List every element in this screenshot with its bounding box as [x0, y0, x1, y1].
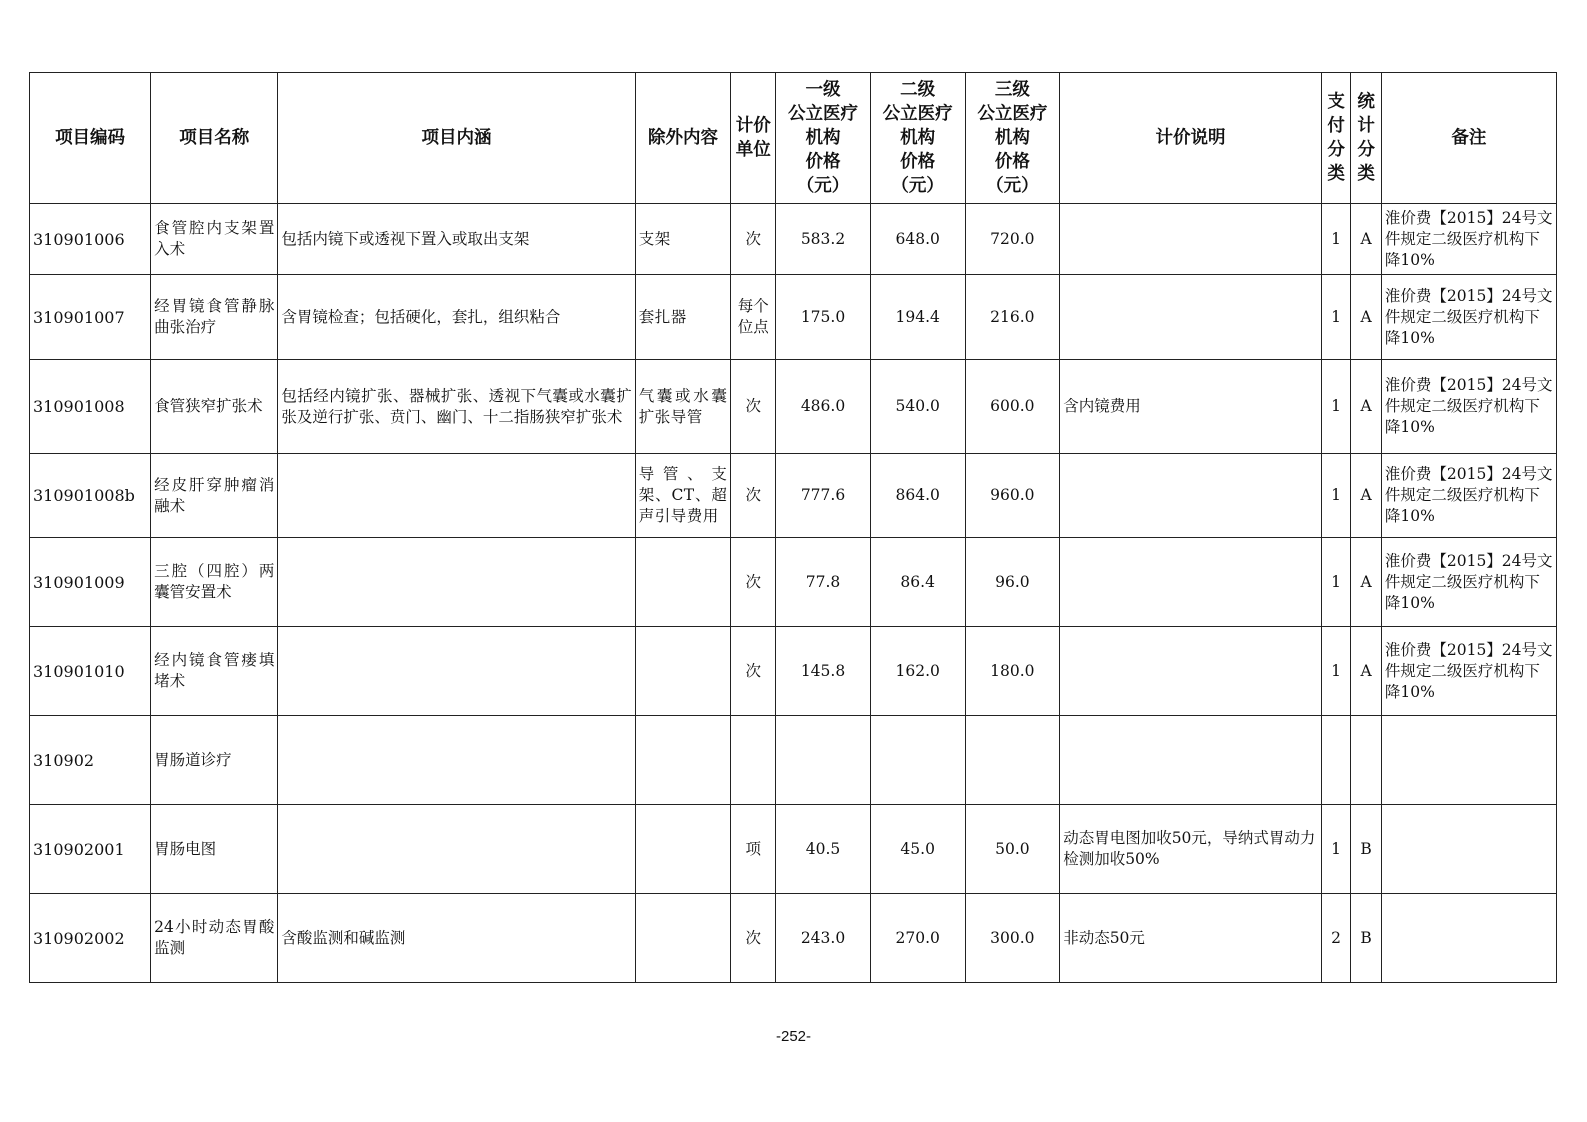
cell-price-level2: 864.0: [870, 454, 965, 538]
table-row: [30, 894, 1557, 983]
cell-content: 包括内镜下或透视下置入或取出支架: [278, 204, 635, 275]
cell-code: 310901007: [30, 275, 151, 360]
cell-stat: B: [1351, 894, 1382, 983]
cell-name: 食管腔内支架置入术: [151, 204, 278, 275]
cell-except: [635, 538, 731, 627]
table-row: [30, 805, 1557, 894]
cell-except-text: 导管、支架、CT、超声引导费用: [638, 465, 728, 525]
cell-remark: [1381, 716, 1556, 805]
cell-code: 310902001: [30, 805, 151, 894]
cell-remark: 淮价费【2015】24号文件规定二级医疗机构下降10%: [1381, 538, 1556, 627]
cell-note: [1060, 716, 1322, 805]
cell-price-level2: 648.0: [870, 204, 965, 275]
cell-unit: 项: [731, 805, 776, 894]
cell-except: [635, 454, 731, 538]
cell-content: [278, 538, 635, 627]
header-note: 计价说明: [1060, 73, 1322, 204]
header-price-level2: 二级 公立医疗 机构 价格 （元）: [870, 73, 965, 204]
cell-pay: 1: [1321, 538, 1351, 627]
cell-price-level1: [776, 716, 871, 805]
cell-remark: 淮价费【2015】24号文件规定二级医疗机构下降10%: [1381, 627, 1556, 716]
table-row: [30, 538, 1557, 627]
table-row: [30, 275, 1557, 360]
cell-price-level3: 600.0: [965, 360, 1060, 454]
cell-remark: 淮价费【2015】24号文件规定二级医疗机构下降10%: [1381, 360, 1556, 454]
cell-price-level2: 45.0: [870, 805, 965, 894]
cell-pay: 1: [1321, 360, 1351, 454]
cell-except: 气囊或水囊扩张导管: [635, 360, 731, 454]
cell-unit: 次: [731, 204, 776, 275]
cell-except: 套扎器: [635, 275, 731, 360]
cell-note: [1060, 454, 1322, 538]
cell-price-level2: 162.0: [870, 627, 965, 716]
table-header-row: [30, 73, 1557, 204]
cell-code: 310901006: [30, 204, 151, 275]
cell-unit: 次: [731, 454, 776, 538]
cell-content: 含胃镜检查；包括硬化，套扎，组织粘合: [278, 275, 635, 360]
cell-price-level3: 96.0: [965, 538, 1060, 627]
cell-name: 经胃镜食管静脉曲张治疗: [151, 275, 278, 360]
cell-price-level1: 145.8: [776, 627, 871, 716]
cell-price-level2: 540.0: [870, 360, 965, 454]
cell-price-level2: [870, 716, 965, 805]
cell-stat: [1351, 716, 1382, 805]
cell-price-level1: 40.5: [776, 805, 871, 894]
cell-stat: A: [1351, 275, 1382, 360]
cell-price-level3: 216.0: [965, 275, 1060, 360]
cell-stat: A: [1351, 454, 1382, 538]
cell-remark: 淮价费【2015】24号文件规定二级医疗机构下降10%: [1381, 275, 1556, 360]
header-pay: 支付分类: [1321, 73, 1351, 204]
cell-note: 含内镜费用: [1060, 360, 1322, 454]
cell-unit: 次: [731, 360, 776, 454]
cell-price-level1: 777.6: [776, 454, 871, 538]
cell-price-level3: 180.0: [965, 627, 1060, 716]
cell-price-level2: 86.4: [870, 538, 965, 627]
cell-price-level3: [965, 716, 1060, 805]
cell-except: [635, 716, 731, 805]
header-price-level3: 三级 公立医疗 机构 价格 （元）: [965, 73, 1060, 204]
cell-code: 310902: [30, 716, 151, 805]
cell-note: 动态胃电图加收50元，导纳式胃动力检测加收50%: [1060, 805, 1322, 894]
cell-price-level1: 175.0: [776, 275, 871, 360]
cell-except: [635, 627, 731, 716]
cell-unit: [731, 716, 776, 805]
cell-price-level1: 77.8: [776, 538, 871, 627]
page-number: -252-: [775, 1028, 812, 1045]
cell-pay: 1: [1321, 275, 1351, 360]
cell-name: 三腔（四腔）两囊管安置术: [151, 538, 278, 627]
cell-except: 支架: [635, 204, 731, 275]
cell-note: [1060, 204, 1322, 275]
cell-price-level1: 486.0: [776, 360, 871, 454]
cell-code: 310902002: [30, 894, 151, 983]
cell-content: [278, 805, 635, 894]
cell-name: 食管狭窄扩张术: [151, 360, 278, 454]
cell-price-level2: 270.0: [870, 894, 965, 983]
header-code: 项目编码: [30, 73, 151, 204]
cell-pay: 1: [1321, 204, 1351, 275]
header-price-level1: 一级 公立医疗 机构 价格 （元）: [776, 73, 871, 204]
cell-pay: 2: [1321, 894, 1351, 983]
cell-stat: A: [1351, 204, 1382, 275]
cell-code: 310901009: [30, 538, 151, 627]
price-table: [29, 72, 1557, 983]
cell-code: 310901008b: [30, 454, 151, 538]
cell-stat: B: [1351, 805, 1382, 894]
cell-content: 含酸监测和碱监测: [278, 894, 635, 983]
cell-price-level3: 960.0: [965, 454, 1060, 538]
cell-code: 310901008: [30, 360, 151, 454]
cell-unit: 次: [731, 627, 776, 716]
cell-stat: A: [1351, 538, 1382, 627]
cell-except: [635, 805, 731, 894]
cell-name: 经皮肝穿肿瘤消融术: [151, 454, 278, 538]
cell-unit: 每个位点: [731, 275, 776, 360]
cell-content: [278, 627, 635, 716]
table-row: [30, 627, 1557, 716]
header-content: 项目内涵: [278, 73, 635, 204]
header-name: 项目名称: [151, 73, 278, 204]
cell-code: 310901010: [30, 627, 151, 716]
cell-price-level1: 243.0: [776, 894, 871, 983]
cell-pay: [1321, 716, 1351, 805]
cell-remark: 淮价费【2015】24号文件规定二级医疗机构下降10%: [1381, 204, 1556, 275]
cell-unit: 次: [731, 538, 776, 627]
cell-price-level1: 583.2: [776, 204, 871, 275]
table-row: [30, 716, 1557, 805]
cell-pay: 1: [1321, 805, 1351, 894]
cell-remark: [1381, 894, 1556, 983]
header-remark: 备注: [1381, 73, 1556, 204]
cell-price-level3: 720.0: [965, 204, 1060, 275]
cell-note: [1060, 275, 1322, 360]
cell-unit: 次: [731, 894, 776, 983]
cell-note: 非动态50元: [1060, 894, 1322, 983]
table-row: [30, 204, 1557, 275]
cell-price-level3: 300.0: [965, 894, 1060, 983]
cell-content: [278, 454, 635, 538]
cell-content: [278, 716, 635, 805]
cell-price-level3: 50.0: [965, 805, 1060, 894]
cell-name: 24小时动态胃酸监测: [151, 894, 278, 983]
table-row: [30, 454, 1557, 538]
table-row: [30, 360, 1557, 454]
header-except: 除外内容: [635, 73, 731, 204]
cell-content: 包括经内镜扩张、器械扩张、透视下气囊或水囊扩张及逆行扩张、贲门、幽门、十二指肠狭窄扩张术: [278, 360, 635, 454]
cell-remark: [1381, 805, 1556, 894]
header-stat: 统计分类: [1351, 73, 1382, 204]
cell-price-level2: 194.4: [870, 275, 965, 360]
cell-remark: 淮价费【2015】24号文件规定二级医疗机构下降10%: [1381, 454, 1556, 538]
cell-stat: A: [1351, 360, 1382, 454]
header-unit: 计价单位: [731, 73, 776, 204]
cell-name: 胃肠道诊疗: [151, 716, 278, 805]
cell-note: [1060, 627, 1322, 716]
cell-stat: A: [1351, 627, 1382, 716]
cell-note: [1060, 538, 1322, 627]
cell-pay: 1: [1321, 627, 1351, 716]
cell-except: [635, 894, 731, 983]
cell-name: 经内镜食管瘘填堵术: [151, 627, 278, 716]
cell-name: 胃肠电图: [151, 805, 278, 894]
cell-pay: 1: [1321, 454, 1351, 538]
